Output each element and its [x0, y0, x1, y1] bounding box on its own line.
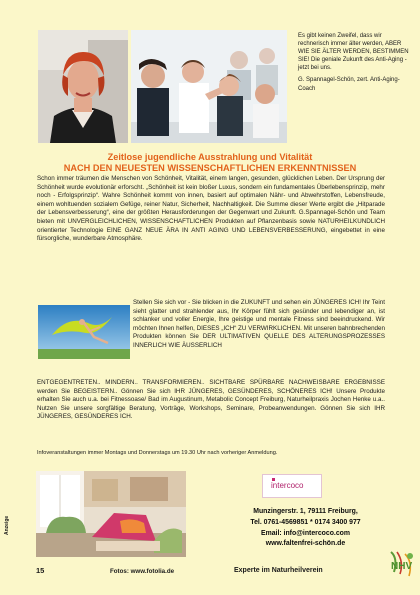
portrait-photo — [38, 30, 128, 143]
results-paragraph: ENTGEGENTRETEN.. MINDERN.. TRANSFORMIEREN.. SICHTBARE SPÜRBARE NACHWEISBARE ERGEBNISSE werden Sie BEGEISTERN.. Gönnen Sie sich IHR JÜNGERES, GESÜNDERES, SCHÖNERES ICH! Unsere Produkte erhalten Sie auch u.a. bei Fitnessoase/ Bad im Augustinum, Metabolic Concept Freiburg, Naturheilpraxis Jochen Henke u.a.. Nutzen Sie unsere sorgfältige Beratung, Vorträge, Workshops, Seminare, Probeanwendungen. Gönnen Sie sich IHR JÜNGERES, GESÜNDERES ICH. — [37, 379, 385, 421]
leaping-woman-photo — [38, 305, 130, 359]
contact-street: Munzingerstr. 1, 79111 Freiburg, — [253, 508, 358, 515]
intercoco-logo — [262, 474, 322, 498]
contact-email[interactable]: Email: info@intercoco.com — [260, 529, 351, 537]
coach-quote — [298, 32, 410, 93]
page-number: 15 — [36, 566, 45, 575]
spa-photo — [36, 471, 186, 557]
nhv-brand: NHV — [391, 561, 413, 572]
contact-block — [228, 507, 383, 550]
association-label: Experte im Naturheilverein — [234, 567, 323, 574]
nhv-logo — [388, 548, 418, 580]
logo-accent — [272, 478, 275, 481]
quote-text: Es gibt keinen Zweifel, dass wir rechnerisch immer älter werden, ABER WIE SIE ÄLTER WERDEN, BESTIMMEN SIE! Die geniale Zukunft des Anti-Aging - jetzt bei uns. — [298, 33, 409, 72]
quote-signature: G. Spannagel-Schön, zert. Anti-Aging-Coach — [298, 77, 400, 92]
headline-line2: NACH DEN NEUESTEN WISSENSCHAFTLICHEN ERKENNTNISSEN — [63, 163, 357, 173]
advert-label: Anzeige — [4, 515, 10, 535]
group-photo — [131, 30, 287, 143]
intro-paragraph: Schon immer träumen die Menschen von Schönheit, Vitalität, einem langen, gesunden, glücklichen Leben. Der Ursprung der Schönheit wurde evolutionär erforscht. „Schönheit ist kein bloßer Luxus, sondern ein fundamentales Überlebensprinzip, mehr noch - Erfolgsprinzip“. Wahre Schönheit kommt von innen, basiert auf optimalen Nähr- und Abwehrstoffen, Lebensfreude, einem wohltuenden sozialem Gefüge, reiner Natur, Sicherheit, Nachhaltigkeit. Die Summe dieser Werte ergibt die „Hitparade der Lebensverbesserung“, eine der größten Herausforderungen der Gegenwart und Zukunft. G.Spannagel-Schön und Team bieten mit UNVERGLEICHLICHEN, WISSENSCHAFTLICHEN Produkten auf Pflanzenbasis sowie NATURHEILKUNDLICH orientierter Technologie EINE GANZ NEUE ÄRA IN ANTI AGING UND LEBENSVERBESSERUNG, eingebettet in eine fürsorgliche, wunderbare Atmosphäre. — [37, 175, 385, 243]
headline-line1: Zeitlose jugendliche Ausstrahlung und Vitalität — [107, 152, 313, 162]
contact-website[interactable]: www.faltenfrei-schön.de — [265, 540, 346, 548]
photo-credit: Fotos: www.fotolia.de — [110, 568, 175, 575]
events-note: Infoveranstaltungen immer Montags und Donnerstags um 19.30 Uhr nach vorheriger Anmeldung. — [37, 450, 278, 456]
logo-text: intercoco — [271, 481, 304, 490]
contact-phone: Tel. 0761-4569851 * 0174 3400 977 — [250, 518, 361, 526]
future-paragraph: Stellen Sie sich vor - Sie blicken in die ZUKUNFT und sehen ein JÜNGERES ICH! Ihr Teint sieht glatter und strahlender aus, Ihr Körper fühlt sich gesünder und lebendiger an, ist schlanker und voller Energie, Ihre geistige und mentale Fitness sind beeindruckend. Wir möchten Ihnen helfen, DIESES „ICH“ ZU VERWIRKLICHEN. Mit unseren bahnbrechenden Produkten können Sie DER ULTIMATIVEN QUELLE DES ALTERUNGSPROZESSES INNERLICH WIE ÄUSSERLICH — [133, 299, 385, 349]
